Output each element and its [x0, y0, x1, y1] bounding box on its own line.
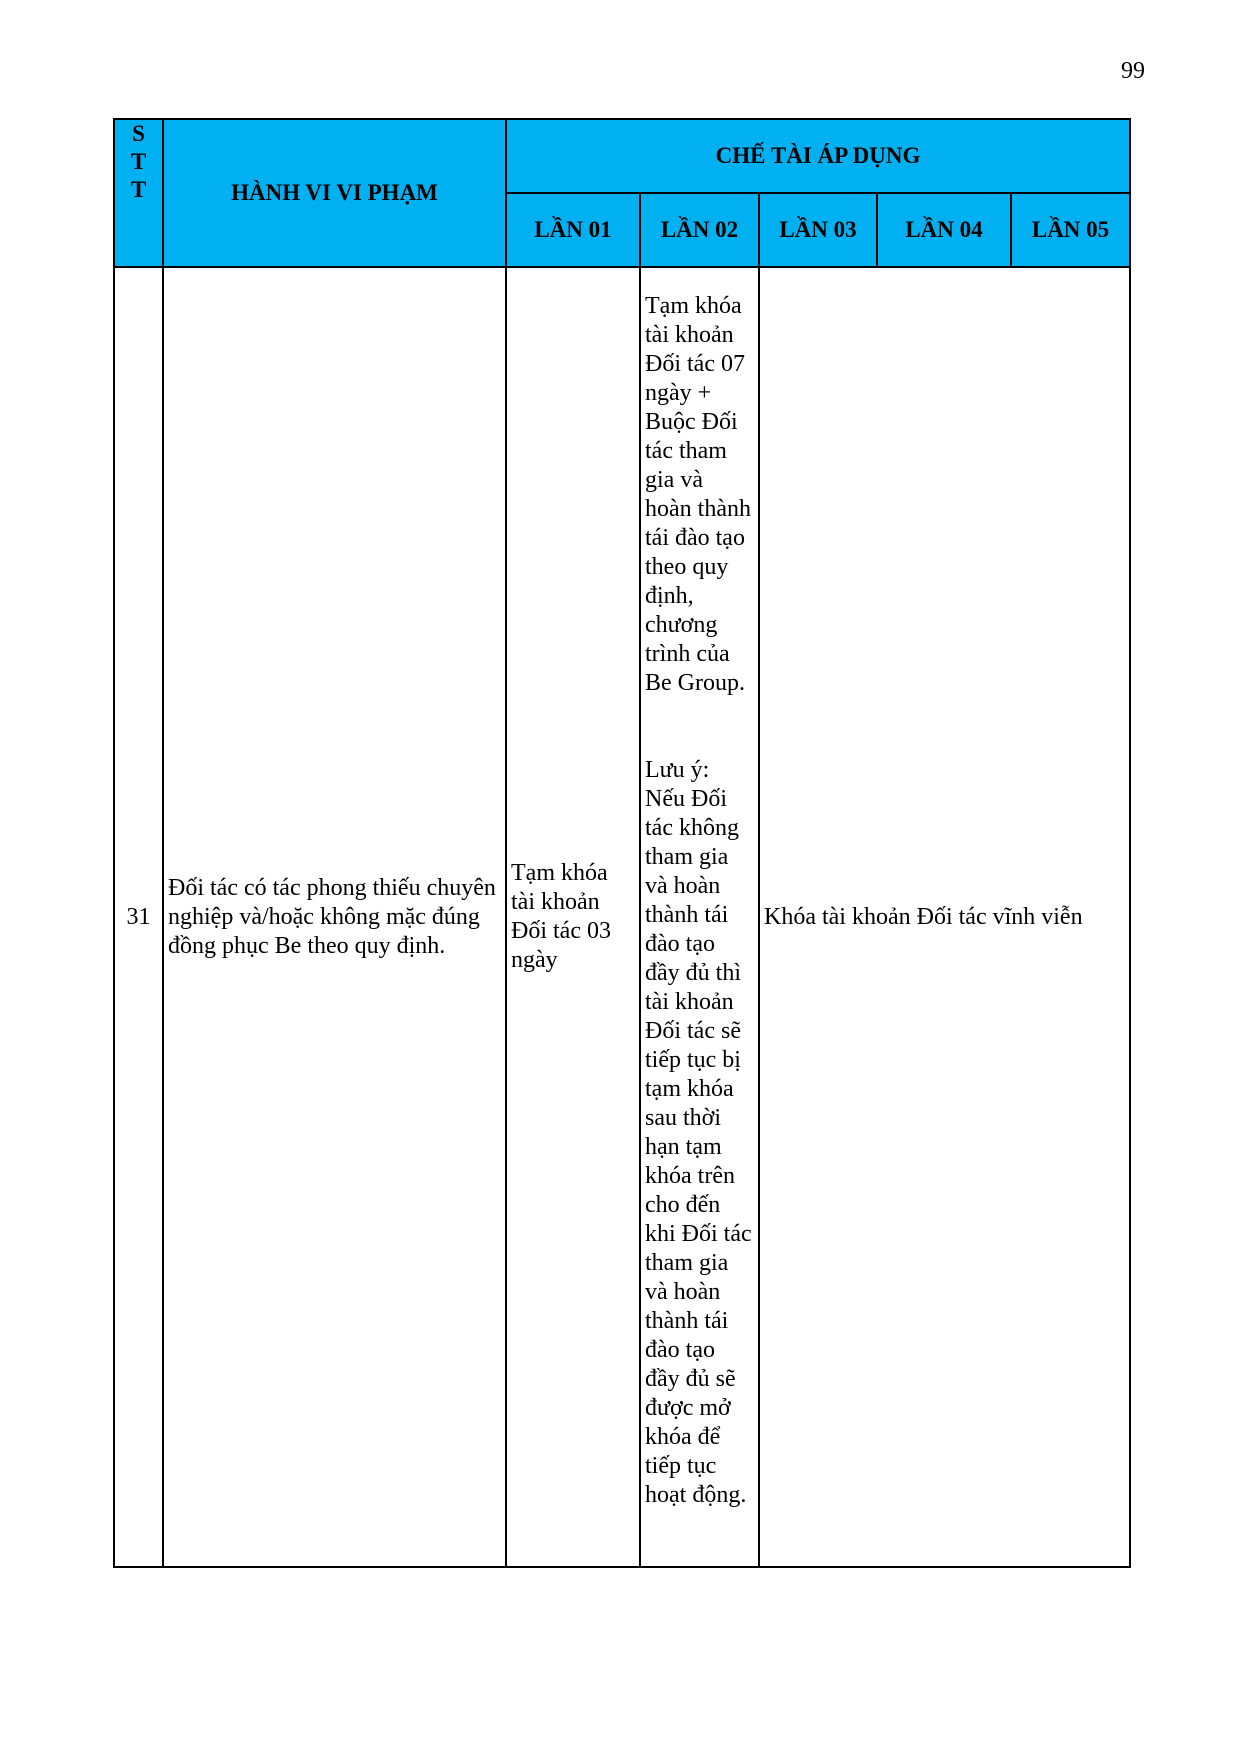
table-row [114, 267, 1130, 1567]
header-stt [114, 119, 163, 267]
header-lan-04: LẦN 04 [877, 193, 1011, 267]
cell-lan-01: Tạm khóa tài khoản Đối tác 03 ngày [506, 267, 640, 1567]
header-stt-letter: T [130, 149, 147, 174]
page-number: 99 [1121, 58, 1145, 84]
cell-lan-03-to-05: Khóa tài khoản Đối tác vĩnh viễn [759, 267, 1130, 1567]
header-lan-03: LẦN 03 [759, 193, 877, 267]
header-stt-letter: S [132, 121, 145, 146]
cell-lan-02 [640, 267, 759, 1567]
cell-violation: Đối tác có tác phong thiếu chuyên nghiệp và/hoặc không mặc đúng đồng phục Be theo quy định. [163, 267, 506, 1567]
lan-02-note-text: Lưu ý: Nếu Đối tác không tham gia và hoàn thành tái đào tạo đầy đủ thì tài khoản Đối tác sẽ tiếp tục bị tạm khóa sau thời hạn tạm khóa trên cho đến khi Đối tác tham gia và hoàn thành tái đào tạo đầy đủ sẽ được mở khóa để tiếp tục hoạt động. [645, 757, 752, 1508]
penalty-table [113, 118, 1131, 1568]
cell-stt: 31 [114, 267, 163, 1567]
header-row-top [114, 119, 1130, 193]
lan-02-sanction-text: Tạm khóa tài khoản Đối tác 07 ngày + Buộc Đối tác tham gia và hoàn thành tái đào tạo theo quy định, chương trình của Be Group. [645, 293, 751, 696]
header-violation: HÀNH VI VI PHẠM [163, 119, 506, 267]
header-lan-02: LẦN 02 [640, 193, 759, 267]
header-stt-letter: T [130, 177, 147, 202]
header-lan-05: LẦN 05 [1011, 193, 1130, 267]
header-lan-01: LẦN 01 [506, 193, 640, 267]
header-sanctions: CHẾ TÀI ÁP DỤNG [506, 119, 1130, 193]
